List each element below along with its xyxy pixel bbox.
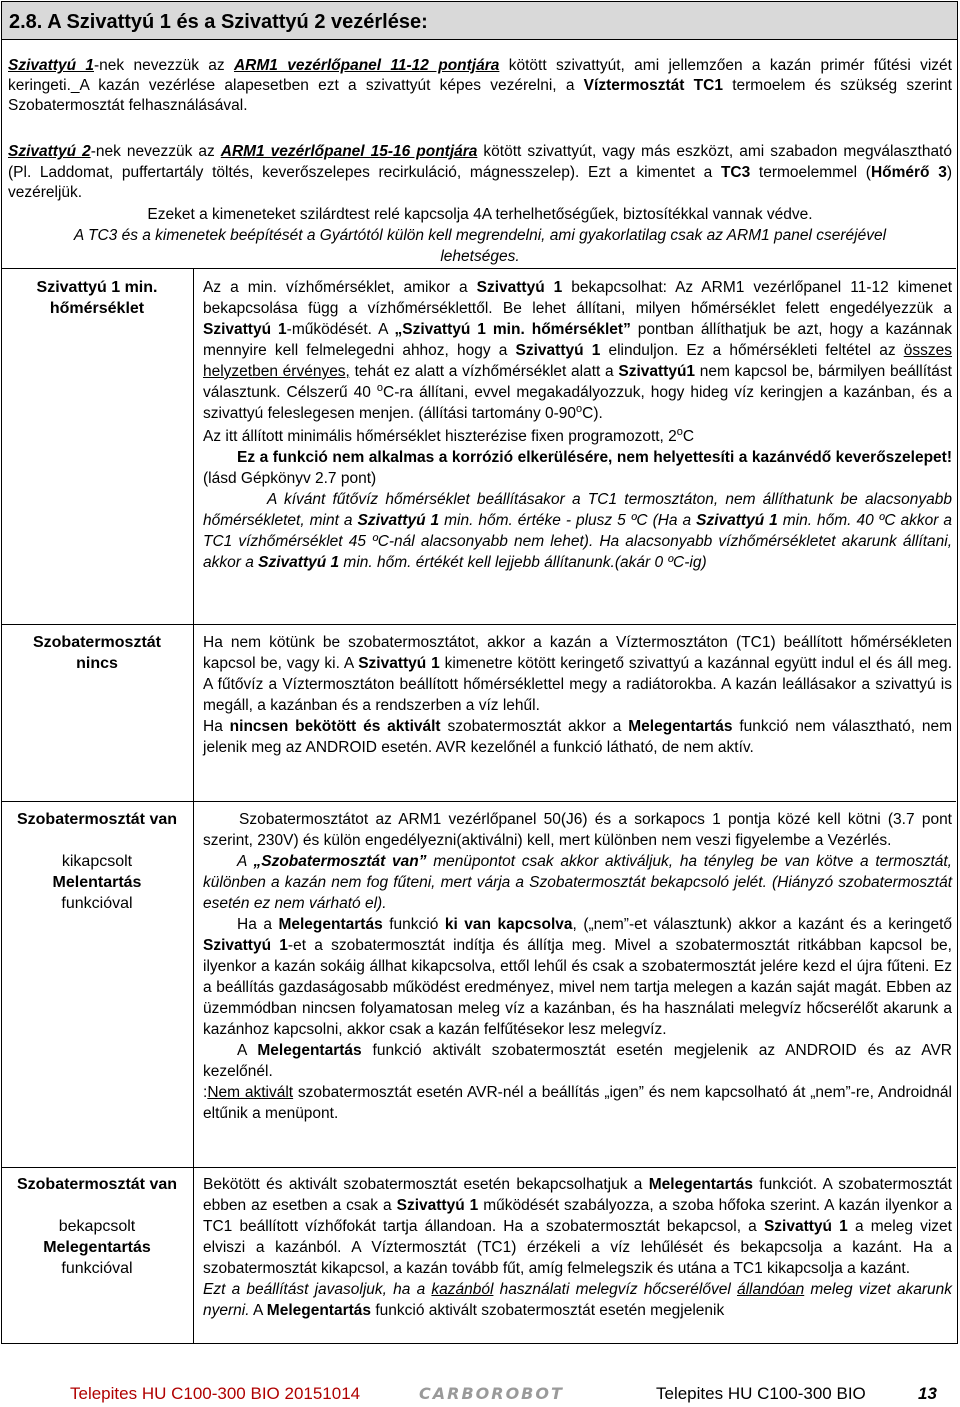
page-number: 13 <box>918 1384 937 1403</box>
section-number: 2.8. <box>9 11 43 33</box>
footer-right-text: Telepites HU C100-300 BIO <box>656 1384 866 1403</box>
row-text-pump1-min-temp <box>203 277 952 573</box>
intro-paragraph-1: Szivattyú 1-nek nevezzük az ARM1 vezérlőpanel 11-12 pontjára kötött szivattyút, ami jellemzően a kazán primér fűtési vizét keringeti._A kazán vezérlése alapesetben ezt a szivattyút képes vezérelni, a Víztermosztát TC1 termoelem és szükség szerint Szobatermosztát felhasználásával. <box>8 57 952 114</box>
row3-paragraph-4: A Melegentartás funkció aktivált szobatermosztát esetén megjelenik az ANDROID és az AVR kezelőnél. <box>203 1042 952 1080</box>
row3-paragraph-1: Szobatermosztátot az ARM1 vezérlőpanel 50(J6) és a sorkapocs 1 pontja közé kell kötni (3.7 pont szerint, 230V) és külön engedélyezni(aktiválni) kell, mert különben nem veszi figyelembe a Vezérlés. <box>203 811 952 849</box>
section-header <box>2 2 957 40</box>
row-text-no-thermostat <box>203 632 952 758</box>
row-label-thermostat-keepwarm-on: Szobatermosztát van bekapcsolt Melegentartás funkcióval <box>16 1176 178 1277</box>
row-divider-1 <box>1 624 956 625</box>
intro-paragraph-3: Ezeket a kimeneteket szilárdtest relé kapcsolja 4A terhelhetőségűek, biztosítékkal vannak védve. <box>147 206 813 223</box>
table-top-line <box>1 268 956 269</box>
row4-paragraph-2: Ezt a beállítást javasoljuk, ha a kazánból használati melegvíz hőcserélővel állandóan meleg vizet akarunk nyerni. A Melegentartás funkció aktivált szobatermosztát esetén megjelenik <box>203 1281 952 1319</box>
row2-paragraph-2: Ha nincsen bekötött és aktivált szobatermosztát akkor a Melegentartás funkció nem választható, nem jelenik meg az ANDROID esetén. AVR kezelőnél a funkció látható, de nem aktív. <box>203 718 953 756</box>
page-footer <box>0 1383 960 1407</box>
row-text-thermostat-keepwarm-on <box>203 1174 952 1321</box>
row-label-pump1-min-temp: Szivattyú 1 min. hőmérséklet <box>36 279 158 317</box>
row3-paragraph-3: Ha a Melegentartás funkció ki van kapcsolva, („nem”-et választunk) akkor a kazánt és a keringető Szivattyú 1-et a szobatermosztát indítja és állítja meg. Mivel a szobatermosztát ritkábban kapcsol be, ilyenkor a kazán sokáig állhat kikapcsolva, ettől lehűl és csak a szobatermosztát jelére kezd el újra fűteni. Ez a beállítás gazdaságosabb működést eredményez, mivel nem tartja melegen a kazán saját magát. Ebben az üzemmódban nincsen folyamatosan meleg víz a kazánban, és ha használati melegvíz hőcserélőt akarunk a kazánhoz kapcsolni, akkor csak a kazán felfűtésekor lesz melegvíz. <box>203 916 952 1038</box>
row1-paragraph-3: Ez a funkció nem alkalmas a korrózió elkerülésére, nem helyettesíti a kazánvédő keverőszelepet! (lásd Gépkönyv 2.7 pont) <box>203 449 952 487</box>
intro-paragraph-2: Szivattyú 2-nek nevezzük az ARM1 vezérlőpanel 15-16 pontjára kötött szivattyút, vagy más eszközt, ami szabadon megválasztható (Pl. Laddomat, puffertartály töltés, keverőszelepes recirkuláció, mágnesszelep). Ezt a kimentet a TC3 termoelemmel (Hőmérő 3) vezéreljük. <box>8 143 952 201</box>
table-column-divider <box>193 268 194 1344</box>
intro-paragraph-4: A TC3 és a kimenetek beépítését a Gyártótól külön kell megrendelni, ami gyakorlatilag csak az ARM1 panel cseréjével lehetséges. <box>73 227 887 265</box>
row-divider-2 <box>1 801 956 802</box>
row3-paragraph-2: A „Szobatermosztát van” menüpontot csak akkor aktiváljuk, ha tényleg be van kötve a termosztát, különben a kazán nem fog fűteni, mert várja a Szobatermosztát bekapcsoló jelét. (Hiányzó szobatermosztát esetén ez nem várható el). <box>203 853 952 912</box>
row-divider-3 <box>1 1167 956 1168</box>
row-label-thermostat-keepwarm-off: Szobatermosztát van kikapcsolt Melentartás funkcióval <box>16 811 178 912</box>
row4-paragraph-1: Bekötött és aktivált szobatermosztát esetén bekapcsolhatjuk a Melegentartás funkciót. A szobatermosztát ebben az esetben a csak a Szivattyú 1 működését szabályozza, a szoba hőfoka szerint. A kazán ilyenkor a TC1 beállított vízhőfokát tartja állandoan. Ha a szobatermosztát bekapcsol, a Szivattyú 1 a meleg vizet elviszi a kazánból. A Víztermosztát (TC1) érzékeli a víz lehűlését és bekapcsolja a kazánt. Ha a szobatermosztát kikapcsol, a kazán tovább fűt, amíg felmelegszik és utána a TC1 kikapcsolja a kazánt. <box>203 1176 952 1277</box>
row3-paragraph-5: :Nem aktivált szobatermosztát esetén AVR-nél a beállítás „igen” és nem kapcsolható át „nem”-re, Androidnál eltűnik a menüpont. <box>203 1084 952 1122</box>
row-label-no-thermostat: Szobatermosztát nincs <box>32 634 162 672</box>
footer-left-text: Telepites HU C100-300 BIO 20151014 <box>70 1384 361 1403</box>
row1-paragraph-2: Az itt állított minimális hőmérséklet hiszterézise fixen programozott, 2$^o$C <box>203 425 695 445</box>
row-text-thermostat-keepwarm-off <box>203 809 952 1124</box>
carborobot-logo: CARBOROBOT <box>419 1384 564 1403</box>
row2-paragraph-1: Ha nem kötünk be szobatermosztátot, akkor a kazán a Víztermosztáton (TC1) beállított hőmérsékleten kapcsol be, vagy ki. A Szivattyú 1 kimenetre kötött keringető szivattyú a kazánnal együtt indul el és áll meg. A fűtővíz a Víztermosztáton beállított hőmérséklettel megy a radiátorokba. A kazán leállásakor a szivattyú is megáll, a kazánban és a rendszerben a víz lehűl. <box>203 634 952 714</box>
section-title <box>9 10 428 34</box>
section-title-text: A Szivattyú 1 és a Szivattyú 2 vezérlése: <box>47 11 428 33</box>
row1-paragraph-4: A kívánt fűtővíz hőmérséklet beállításakor a TC1 termosztáton, nem állíthatunk be alacsonyabb hőmérsékletet, mint a Szivattyú 1 min. hőm. értéke - plusz 5 ºC (Ha a Szivattyú 1 min. hőm. 40 ºC akkor a TC1 vízhőmérséklet 45 ºC-nál alacsonyabb nem lehet). Ha alacsonyabb vízhőmérsékletet akarunk állítani, akkor a Szivattyú 1 min. hőm. értékét kell lejjebb állítanunk.(akár 0 ºC-ig) <box>203 491 952 571</box>
row1-paragraph-1: Az a min. vízhőmérséklet, amikor a Szivattyú 1 bekapcsolhat: Az ARM1 vezérlőpanel 11-12 kimenet bekapcsolása függ a vízhőmérséklettől. Be lehet állítani, milyen hőmérséklet felett engedélyezzük a Szivattyú 1-működését. A „Szivattyú 1 min. hőmérséklet” pontban állíthatjuk be azt, hogy a kazánnak mennyire kell felmelegedni ahhoz, hogy a Szivattyú 1 elinduljon. Ez a hőmérsékleti feltétel az összes helyzetben érvényes, tehát ez alatt a vízhőmérséklet alatt a Szivattyú1 nem kapcsol be, bármilyen beállítást választunk. Célszerű 40 $^o$C-ra állítani, evvel megakadályozzuk, hogy hideg víz keringjen a kazánban, és a szivattyú feleslegesen menjen. (állítási tartomány 0-90$^o$C). <box>203 279 953 422</box>
